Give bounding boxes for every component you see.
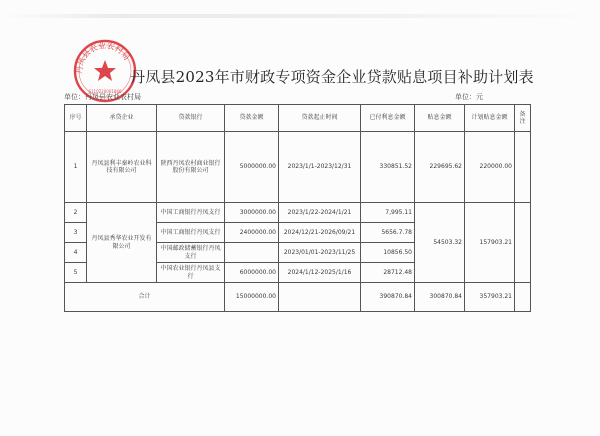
header-interest-paid: 已付利息金额 [361,105,415,132]
cell-period [279,283,361,312]
document-title: 丹凤县2023年市财政专项资金企业贷款贴息项目补助计划表 [130,68,534,86]
cell-loan-amount [225,243,279,263]
total-interest-paid: 390870.84 [361,283,415,312]
svg-text:6110220001866: 6110220001866 [88,89,122,94]
cell-bank: 中国工商银行丹凤支行 [157,223,225,243]
cell-seq: 1 [65,132,87,203]
header-loan-amount: 贷款金额 [225,105,279,132]
total-subsidy-amount: 300870.84 [415,283,465,312]
cell-seq: 5 [65,263,87,283]
issuing-unit-label: 单位：丹凤县农业农村局 [64,93,141,101]
header-seq: 序号 [65,105,87,132]
cell-interest-paid: 330851.52 [361,132,415,203]
table-row [65,132,531,203]
cell-loan-amount: 6000000.00 [225,263,279,283]
subsidy-plan-table [64,104,531,312]
cell-remark [515,132,531,203]
cell-remark [515,203,531,283]
header-subsidy-amount: 贴息金额 [415,105,465,132]
cell-bank: 陕西丹凤农村商业银行股份有限公司 [157,132,225,203]
table-total-row [65,283,531,312]
cell-period: 2023/1/22-2024/1/21 [279,203,361,223]
cell-period: 2023/1/1-2023/12/31 [279,132,361,203]
cell-period: 2023/01/01-2023/11/25 [279,243,361,263]
cell-interest-paid: 28712.48 [361,263,415,283]
currency-unit-label: 单位：元 [455,93,483,101]
cell-remark [515,283,531,312]
header-company: 承贷企业 [87,105,157,132]
cell-loan-amount: 5000000.00 [225,132,279,203]
total-plan-amount: 357903.21 [465,283,515,312]
cell-loan-amount: 3000000.00 [225,203,279,223]
cell-company: 丹凤县利丰秦岭农业科技有限公司 [87,132,157,203]
cell-company-group: 丹凤县秀华农业开发有限公司 [87,203,157,283]
cell-interest-paid: 10856.50 [361,243,415,263]
cell-interest-paid: 7,995.11 [361,203,415,223]
table-header-row [65,105,531,132]
cell-period: 2024/12/21-2026/09/21 [279,223,361,243]
cell-bank: 中国工商银行丹凤支行 [157,203,225,223]
table-row [65,203,531,223]
cell-seq: 2 [65,203,87,223]
header-period: 贷款起止时间 [279,105,361,132]
cell-loan-amount: 2400000.00 [225,223,279,243]
cell-seq: 3 [65,223,87,243]
cell-period: 2024/1/12-2025/1/16 [279,263,361,283]
cell-interest-paid: 5656.7.78 [361,223,415,243]
cell-plan-amount-group: 157903.21 [465,203,515,283]
header-plan-amount: 计划贴息金额 [465,105,515,132]
svg-text:丹凤县农业农村局: 丹凤县农业农村局 [74,41,132,75]
scan-artifact [0,14,600,18]
cell-subsidy-amount-group: 54503.32 [415,203,465,283]
header-bank: 贷款银行 [157,105,225,132]
cell-plan-amount: 220000.00 [465,132,515,203]
cell-bank: 中国农业银行丹凤县支行 [157,263,225,283]
cell-bank: 中国邮政储蓄银行丹凤支行 [157,243,225,263]
total-label: 合计 [65,283,225,312]
total-loan-amount: 15000000.00 [225,283,279,312]
header-remark: 备注 [515,105,531,132]
cell-subsidy-amount: 229695.62 [415,132,465,203]
cell-seq: 4 [65,243,87,263]
